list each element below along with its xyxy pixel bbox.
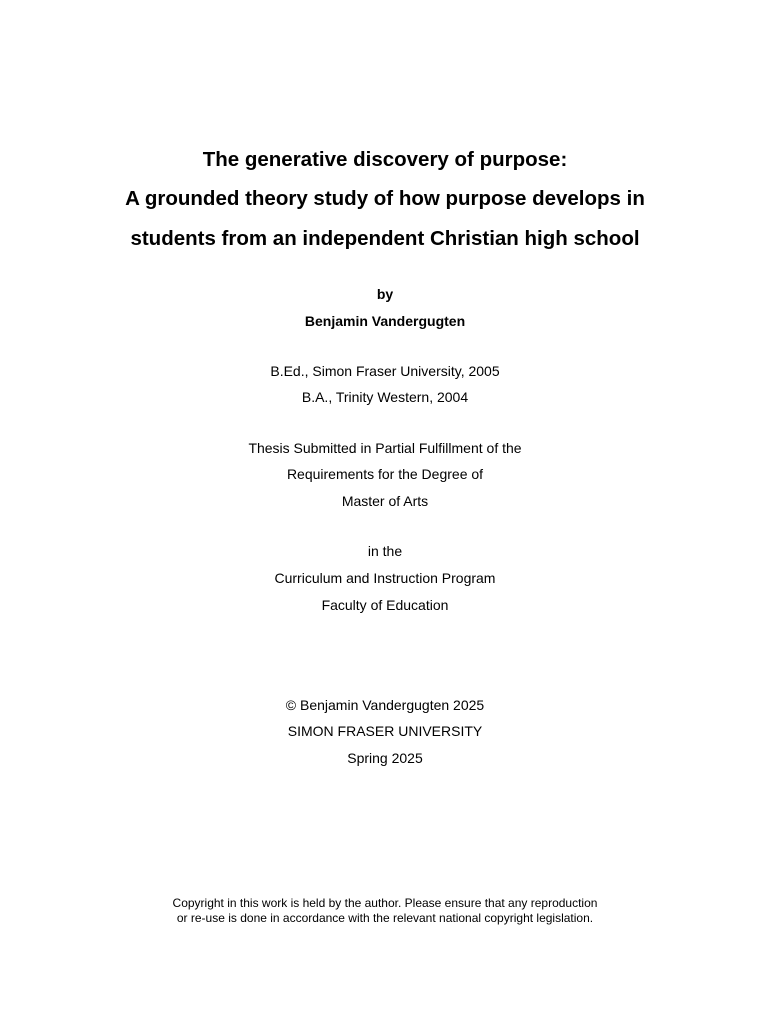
author-name: Benjamin Vandergugten <box>304 313 466 329</box>
program-line-1: in the <box>367 543 403 559</box>
degree-line-2: B.A., Trinity Western, 2004 <box>301 389 469 405</box>
university-name: SIMON FRASER UNIVERSITY <box>287 723 483 739</box>
program-line-2: Curriculum and Instruction Program <box>274 570 496 586</box>
title-line-2: A grounded theory study of how purpose develops in <box>125 187 645 210</box>
copyright-holder: © Benjamin Vandergugten 2025 <box>285 697 485 713</box>
copyright-notice-line-1: Copyright in this work is held by the author. Please ensure that any reproduction <box>172 896 598 910</box>
copyright-notice-line-2: or re-use is done in accordance with the relevant national copyright legislation. <box>176 911 594 925</box>
title-line-1: The generative discovery of purpose: <box>202 148 568 171</box>
term-year: Spring 2025 <box>347 750 423 766</box>
submission-line-1: Thesis Submitted in Partial Fulfillment of the <box>248 440 522 456</box>
submission-line-3: Master of Arts <box>341 493 429 509</box>
title-line-3: students from an independent Christian high school <box>130 227 640 250</box>
program-line-3: Faculty of Education <box>321 597 449 613</box>
by-label: by <box>376 286 394 302</box>
submission-line-2: Requirements for the Degree of <box>286 466 484 482</box>
degree-line-1: B.Ed., Simon Fraser University, 2005 <box>270 363 500 379</box>
